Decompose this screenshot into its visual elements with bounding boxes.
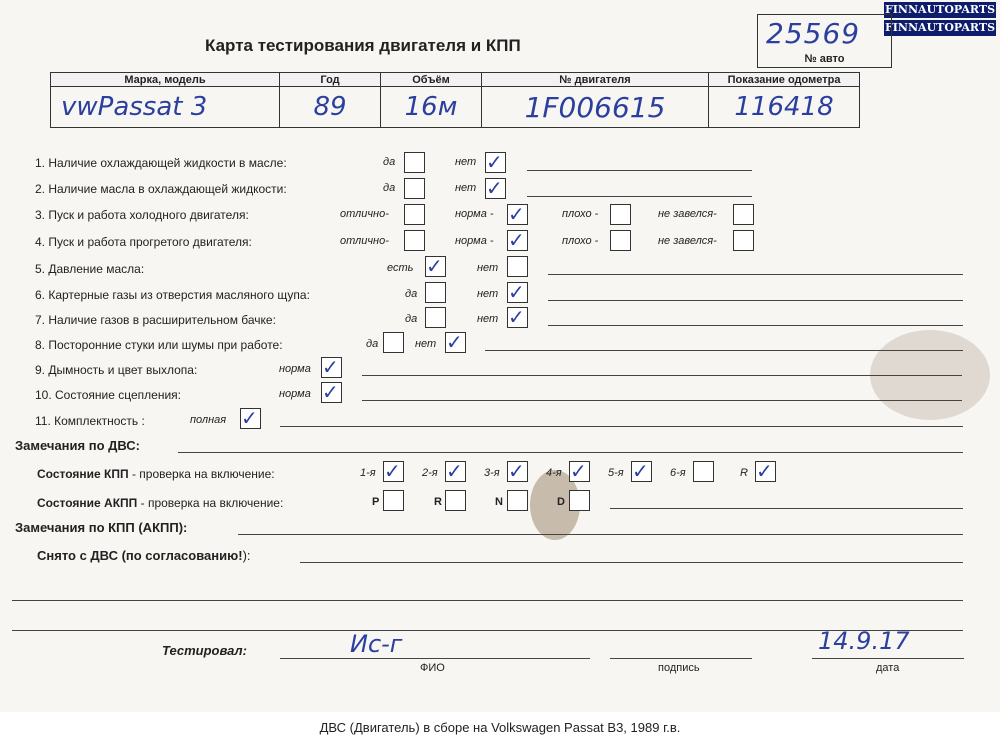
check-mark-icon: ✓	[508, 280, 525, 304]
test-date-value: 14.9.17	[818, 627, 910, 655]
checkbox-gear-4[interactable]	[569, 461, 590, 482]
checkbox-gear-2[interactable]	[445, 461, 466, 482]
option-net: нет	[477, 262, 499, 274]
header-make-model: Марка, модель	[51, 73, 280, 87]
question-1: 1. Наличие охлаждающей жидкости в масле:	[35, 156, 287, 170]
check-mark-icon: ✓	[508, 202, 525, 226]
check-mark-icon: ✓	[446, 459, 463, 483]
check-mark-icon: ✓	[486, 150, 503, 174]
option-otlichno: отлично-	[340, 235, 389, 247]
removed-tail-text: ):	[242, 548, 251, 563]
header-year: Год	[280, 73, 381, 87]
checkbox-q10-norma[interactable]	[321, 382, 342, 403]
checkbox-akpp-n[interactable]	[507, 490, 528, 511]
checkbox-q4-ploho[interactable]	[610, 230, 631, 251]
header-odometer: Показание одометра	[709, 73, 860, 87]
check-mark-icon: ✓	[632, 459, 649, 483]
checkbox-q3-norma[interactable]	[507, 204, 528, 225]
manual-gearbox-check-text: - проверка на включение:	[128, 467, 275, 481]
answer-line	[548, 274, 963, 275]
gear-2-label: 2-я	[422, 467, 438, 479]
question-9: 9. Дымность и цвет выхлопа:	[35, 363, 198, 377]
check-mark-icon: ✓	[508, 228, 525, 252]
question-5: 5. Давление масла:	[35, 262, 145, 276]
photo-caption: ДВС (Двигатель) в сборе на Volkswagen Passat B3, 1989 г.в.	[319, 720, 681, 735]
answer-line	[527, 196, 752, 197]
answer-line	[280, 426, 963, 427]
fio-line	[280, 658, 590, 659]
akpp-d-label: D	[557, 496, 565, 508]
checkbox-gear-3[interactable]	[507, 461, 528, 482]
checkbox-q7-net[interactable]	[507, 307, 528, 328]
checkbox-q5-net[interactable]	[507, 256, 528, 277]
manual-gearbox-row-label	[37, 467, 275, 481]
checkbox-q1-net[interactable]	[485, 152, 506, 173]
checkbox-q1-da[interactable]	[404, 152, 425, 173]
option-ne-zavelsya: не завелся-	[658, 208, 717, 220]
option-net: нет	[455, 156, 477, 168]
signature-line	[610, 658, 752, 659]
checkbox-gear-r[interactable]	[755, 461, 776, 482]
question-3: 3. Пуск и работа холодного двигателя:	[35, 208, 249, 222]
checkbox-akpp-r[interactable]	[445, 490, 466, 511]
option-otlichno: отлично-	[340, 208, 389, 220]
auto-number-box	[757, 14, 892, 68]
checkbox-q8-da[interactable]	[383, 332, 404, 353]
remarks-engine-label: Замечания по ДВС:	[15, 438, 140, 453]
question-6: 6. Картерные газы из отверстия масляного щупа:	[35, 288, 310, 302]
option-ne-zavelsya: не завелся-	[658, 235, 717, 247]
gear-6-label: 6-я	[670, 467, 686, 479]
question-7: 7. Наличие газов в расширительном бачке:	[35, 313, 276, 327]
question-11: 11. Комплектность :	[35, 414, 145, 428]
option-da: да	[366, 338, 379, 350]
checkbox-q4-otlichno[interactable]	[404, 230, 425, 251]
option-net: нет	[455, 182, 477, 194]
watermark-logo: FINNAUTOPARTS	[884, 21, 996, 34]
option-norma: норма -	[455, 208, 494, 220]
option-norma: норма -	[455, 235, 494, 247]
question-2: 2. Наличие масла в охлаждающей жидкости:	[35, 182, 287, 196]
checkbox-q5-est[interactable]	[425, 256, 446, 277]
automatic-gearbox-check-text: - проверка на включение:	[137, 496, 284, 510]
manual-gearbox-label: Состояние КПП	[37, 467, 129, 481]
option-est: есть	[387, 262, 414, 274]
option-norma: норма	[279, 363, 311, 375]
header-volume: Объём	[381, 73, 482, 87]
option-polnaya: полная	[190, 414, 227, 426]
checkbox-q4-norma[interactable]	[507, 230, 528, 251]
answer-line	[362, 375, 962, 376]
check-mark-icon: ✓	[508, 459, 525, 483]
removed-from-engine-text: Снято с ДВС (	[37, 548, 126, 563]
answer-line	[527, 170, 752, 171]
value-odometer: 116418	[709, 87, 860, 128]
answer-line	[178, 452, 963, 453]
automatic-gearbox-label: Состояние АКПП	[37, 496, 138, 510]
gear-3-label: 3-я	[484, 467, 500, 479]
check-mark-icon: ✓	[241, 406, 258, 430]
akpp-n-label: N	[495, 496, 503, 508]
gear-5-label: 5-я	[608, 467, 624, 479]
checkbox-q3-ploho[interactable]	[610, 204, 631, 225]
date-label: дата	[876, 662, 900, 674]
akpp-r-label: R	[434, 496, 442, 508]
watermark-logo: FINNAUTOPARTS	[884, 3, 996, 16]
value-volume: 16м	[381, 87, 482, 128]
checkbox-q8-net[interactable]	[445, 332, 466, 353]
option-ploho: плохо -	[562, 235, 599, 247]
check-mark-icon: ✓	[384, 459, 401, 483]
check-mark-icon: ✓	[508, 305, 525, 329]
checkbox-q4-ne-zavelsya[interactable]	[733, 230, 754, 251]
gear-4-label: 4-я	[546, 467, 562, 479]
option-norma: норма	[279, 388, 311, 400]
checkbox-q11-polnaya[interactable]	[240, 408, 261, 429]
check-mark-icon: ✓	[322, 380, 339, 404]
check-mark-icon: ✓	[322, 355, 339, 379]
check-mark-icon: ✓	[446, 330, 463, 354]
removed-from-engine-label	[37, 548, 251, 563]
gear-r-label: R	[740, 467, 748, 479]
removed-agree-text: по согласованию!	[125, 548, 243, 563]
question-8: 8. Посторонние стуки или шумы при работе:	[35, 338, 283, 352]
option-net: нет	[477, 313, 499, 325]
check-mark-icon: ✓	[426, 254, 443, 278]
option-da: да	[383, 156, 396, 168]
signature-label: подпись	[658, 662, 700, 674]
vehicle-info-table	[50, 72, 860, 128]
checkbox-gear-5[interactable]	[631, 461, 652, 482]
answer-line	[485, 350, 963, 351]
checkbox-q2-net[interactable]	[485, 178, 506, 199]
answer-line	[238, 534, 963, 535]
option-net: нет	[415, 338, 437, 350]
tester-signature-text: Ис-г	[350, 630, 403, 658]
checkbox-q6-net[interactable]	[507, 282, 528, 303]
header-engine-number: № двигателя	[482, 73, 709, 87]
checkbox-q7-da[interactable]	[425, 307, 446, 328]
page-title: Карта тестирования двигателя и КПП	[205, 36, 521, 55]
option-ploho: плохо -	[562, 208, 599, 220]
answer-line	[610, 508, 963, 509]
checkbox-q2-da[interactable]	[404, 178, 425, 199]
question-10: 10. Состояние сцепления:	[35, 388, 181, 402]
checkbox-akpp-d[interactable]	[569, 490, 590, 511]
auto-number-value: 25569	[766, 17, 861, 50]
akpp-p-label: P	[372, 496, 380, 508]
checkbox-gear-6[interactable]	[693, 461, 714, 482]
checkbox-q3-ne-zavelsya[interactable]	[733, 204, 754, 225]
checkbox-q9-norma[interactable]	[321, 357, 342, 378]
answer-line	[12, 600, 963, 601]
automatic-gearbox-row-label	[37, 496, 283, 510]
tested-by-label: Тестировал:	[162, 643, 247, 658]
checkbox-q3-otlichno[interactable]	[404, 204, 425, 225]
check-mark-icon: ✓	[486, 176, 503, 200]
value-make-model: vwPassat 3	[51, 87, 280, 128]
checkbox-q6-da[interactable]	[425, 282, 446, 303]
option-da: да	[383, 182, 396, 194]
option-da: да	[405, 288, 418, 300]
question-4: 4. Пуск и работа прогретого двигателя:	[35, 235, 252, 249]
value-engine-number: 1F006615	[482, 87, 709, 128]
checkbox-gear-1[interactable]	[383, 461, 404, 482]
checkbox-akpp-p[interactable]	[383, 490, 404, 511]
auto-number-label: № авто	[804, 53, 845, 65]
option-net: нет	[477, 288, 499, 300]
remarks-gearbox-label: Замечания по КПП (АКПП):	[15, 520, 188, 535]
value-year: 89	[280, 87, 381, 128]
gear-1-label: 1-я	[360, 467, 376, 479]
check-mark-icon: ✓	[570, 459, 587, 483]
answer-line	[300, 562, 963, 563]
date-line	[812, 658, 964, 659]
answer-line	[362, 400, 962, 401]
fio-label: ФИО	[420, 662, 445, 674]
check-mark-icon: ✓	[756, 459, 773, 483]
option-da: да	[405, 313, 418, 325]
answer-line	[548, 300, 963, 301]
answer-line	[548, 325, 963, 326]
